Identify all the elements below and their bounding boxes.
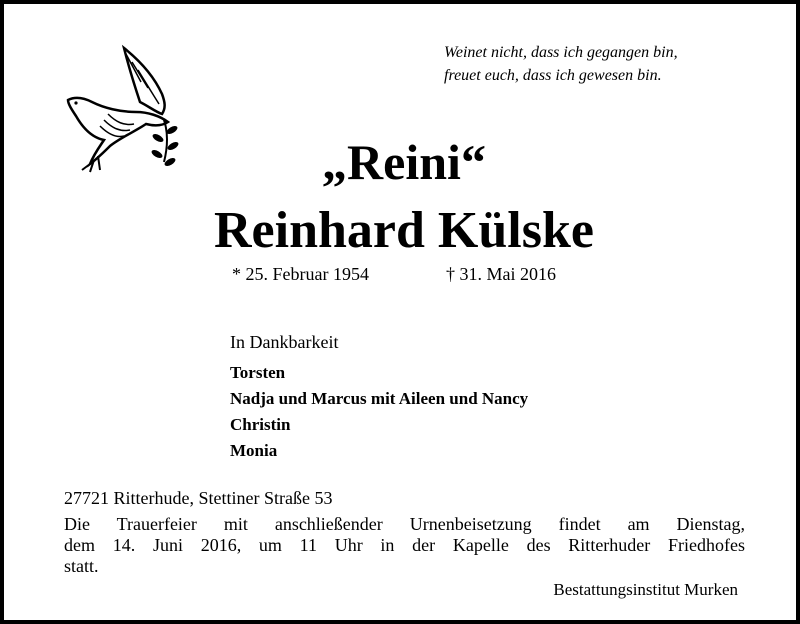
mourner-name: Torsten — [230, 363, 286, 382]
mourner-name: Monia — [230, 441, 278, 460]
mourner-name: Christin — [230, 415, 291, 434]
announcement-line: Die Trauerfeier mit anschließender Urnenbeisetzung findet am Dienstag, — [64, 514, 745, 534]
announcement-line: statt. — [64, 556, 99, 576]
funeral-announcement — [64, 514, 745, 577]
nickname: „Reini“ — [322, 134, 486, 190]
poem-line: Weinet nicht, dass ich gegangen bin, — [444, 44, 678, 61]
poem-line: freuet euch, dass ich gewesen bin. — [444, 67, 662, 84]
thanks-heading: In Dankbarkeit — [230, 332, 339, 352]
address: 27721 Ritterhude, Stettiner Straße 53 — [64, 488, 333, 508]
memorial-poem — [444, 41, 774, 87]
full-name: Reinhard Külske — [214, 202, 594, 259]
funeral-home: Bestattungsinstitut Murken — [553, 580, 738, 599]
mourners-list — [230, 360, 528, 464]
death-date: † 31. Mai 2016 — [446, 264, 556, 284]
mourner-name: Nadja und Marcus mit Aileen und Nancy — [230, 389, 529, 408]
birth-date: * 25. Februar 1954 — [232, 264, 369, 284]
announcement-line: dem 14. Juni 2016, um 11 Uhr in der Kapelle des Ritterhuder Friedhofes — [64, 535, 745, 555]
